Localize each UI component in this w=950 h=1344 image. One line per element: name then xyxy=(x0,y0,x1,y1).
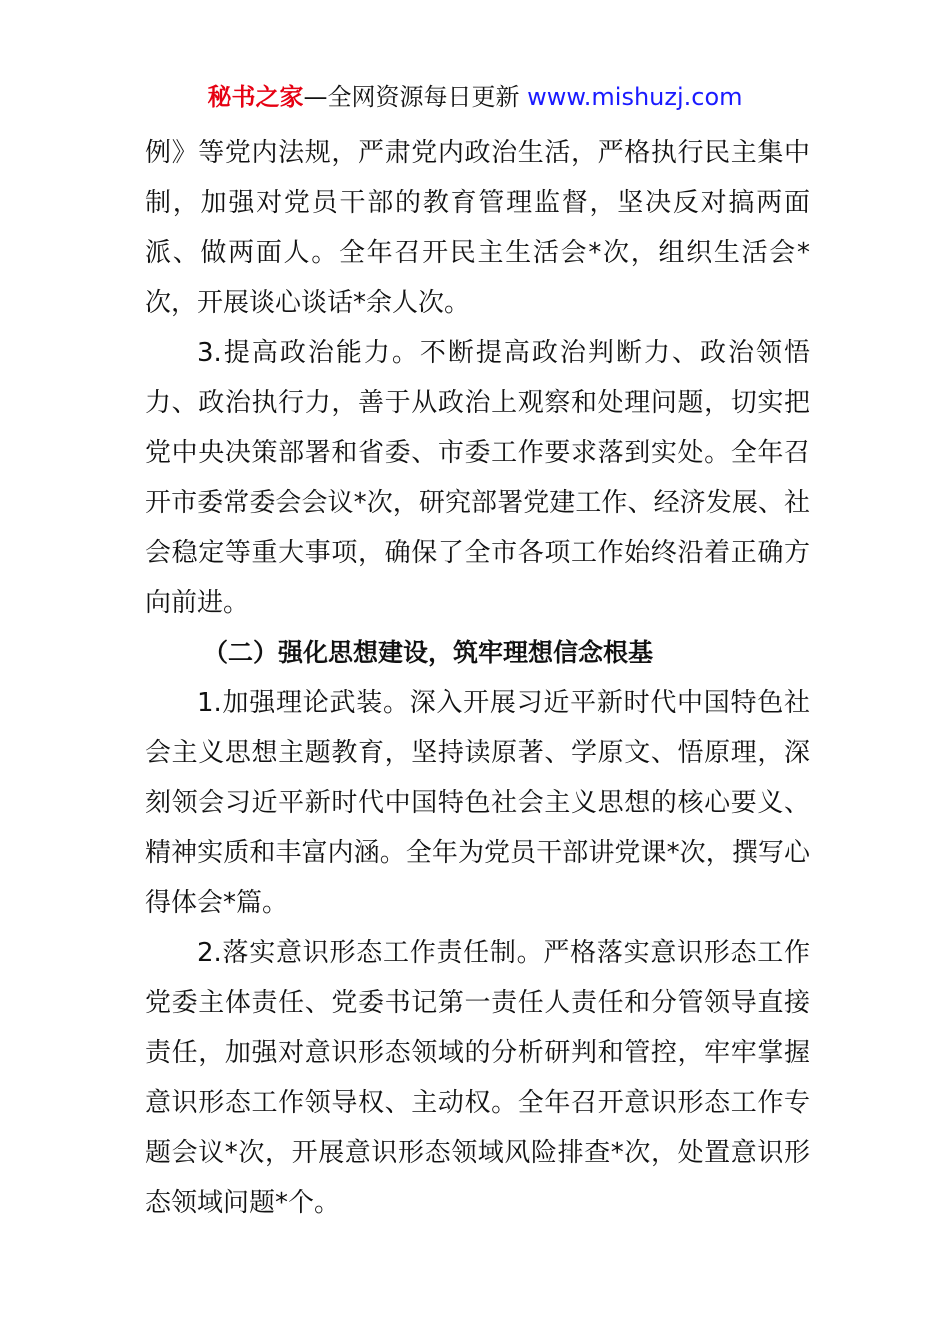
paragraph-theory: 1.加强理论武装。深入开展习近平新时代中国特色社会主义思想主题教育，坚持读原著、学原文、悟原理，深刻领会习近平新时代中国特色社会主义思想的核心要义、精神实质和丰富内涵。全年为党员干部讲党课*次，撰写心得体会*篇。 xyxy=(145,688,810,918)
site-header xyxy=(0,80,950,114)
paragraph-ideology-responsibility: 2.落实意识形态工作责任制。严格落实意识形态工作党委主体责任、党委书记第一责任人责任和分管领导直接责任，加强对意识形态领域的分析研判和管控，牢牢掌握意识形态工作领导权、主动权。全年召开意识形态工作专题会议*次，开展意识形态领域风险排查*次，处置意识形态领域问题*个。 xyxy=(145,938,810,1218)
paragraph-political-ability: 3.提高政治能力。不断提高政治判断力、政治领悟力、政治执行力，善于从政治上观察和处理问题，切实把党中央决策部署和省委、市委工作要求落到实处。全年召开市委常委会会议*次，研究部署党建工作、经济发展、社会稳定等重大事项，确保了全市各项工作始终沿着正确方向前进。 xyxy=(145,338,810,618)
document-body xyxy=(145,128,810,1228)
site-tagline: —全网资源每日更新 xyxy=(303,83,520,111)
site-brand: 秘书之家 xyxy=(207,83,304,111)
section-heading-ideology: （二）强化思想建设，筑牢理想信念根基 xyxy=(203,638,654,667)
site-url-link[interactable]: www.mishuzj.com xyxy=(527,83,743,111)
paragraph-continuation: 例》等党内法规，严肃党内政治生活，严格执行民主集中制，加强对党员干部的教育管理监督，坚决反对搞两面派、做两面人。全年召开民主生活会*次，组织生活会*次，开展谈心谈话*余人次。 xyxy=(145,138,810,318)
